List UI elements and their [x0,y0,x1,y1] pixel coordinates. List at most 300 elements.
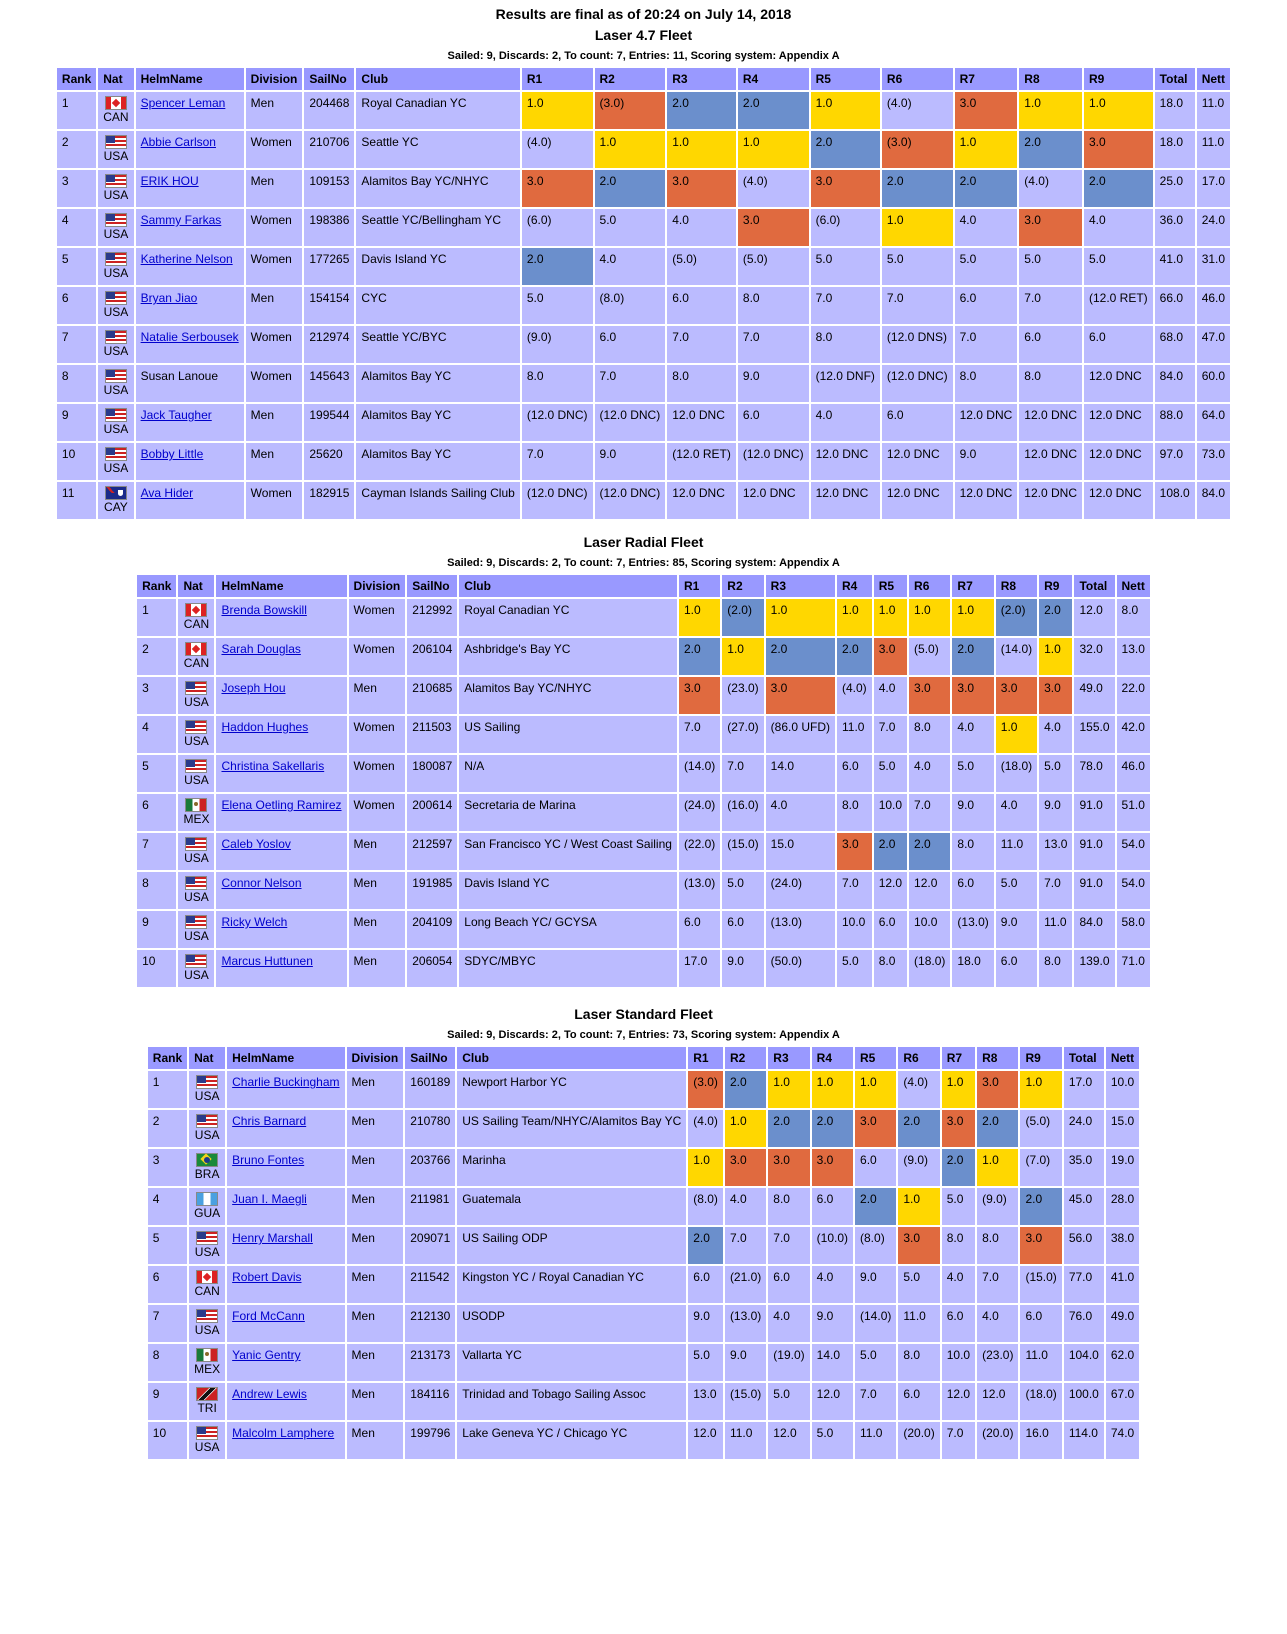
total-cell: 155.0 [1074,716,1114,753]
table-row [148,1305,1139,1342]
nation-cell [98,482,133,519]
flag-usa-icon [185,954,207,968]
race-3-score: 7.0 [768,1227,809,1264]
total-cell: 25.0 [1155,170,1195,207]
total-cell: 68.0 [1155,326,1195,363]
club-cell: Alamitos Bay YC [356,443,519,480]
helm-name-link[interactable]: Ricky Welch [221,915,288,929]
helm-name-cell[interactable] [216,677,346,714]
race-7-score: 4.0 [955,209,1018,246]
sail-number-cell: 204109 [407,911,457,948]
race-6-score: 4.0 [909,755,950,792]
flag-mex-icon [185,798,207,812]
race-6-score: (3.0) [882,131,953,168]
race-1-score: 6.0 [679,911,720,948]
helm-name-link[interactable]: Natalie Serbousek [140,330,239,344]
sail-number-cell: 160189 [405,1071,455,1108]
column-header-nett: Nett [1117,575,1150,597]
race-8-score: 12.0 [977,1383,1018,1420]
table-row [57,92,1230,129]
nation-code: USA [194,1128,220,1142]
race-1-score: (4.0) [522,131,593,168]
race-2-score: (23.0) [722,677,763,714]
nett-cell: 71.0 [1117,950,1150,987]
race-6-score: 6.0 [882,404,953,441]
race-4-score: 5.0 [812,1422,853,1459]
helm-name-link[interactable]: Abbie Carlson [140,135,216,149]
race-2-score: (27.0) [722,716,763,753]
sail-number-cell: 200614 [407,794,457,831]
nation-code: USA [103,188,129,202]
nation-code: USA [184,968,209,982]
race-3-score: 12.0 DNC [667,404,736,441]
table-row [57,248,1230,285]
division-cell: Women [349,638,406,675]
race-2-score: 1.0 [725,1110,766,1147]
race-8-score: 9.0 [996,911,1037,948]
helm-name-link[interactable]: Ava Hider [140,486,194,500]
club-cell: USODP [457,1305,686,1342]
race-7-score: 5.0 [942,1188,975,1225]
race-2-score: (21.0) [725,1266,766,1303]
nation-code: USA [184,890,209,904]
nation-code: USA [103,383,129,397]
nation-code: USA [194,1089,220,1103]
helm-name-link[interactable]: ERIK HOU [140,174,199,188]
race-1-score: 3.0 [522,170,593,207]
nation-code: USA [184,773,209,787]
sail-number-cell: 212597 [407,833,457,870]
club-cell: Royal Canadian YC [356,92,519,129]
helm-name-link[interactable]: Ford McCann [232,1309,305,1323]
helm-name-link[interactable]: Yanic Gentry [232,1348,301,1362]
helm-name-link[interactable]: Elena Oetling Ramirez [221,798,342,812]
column-header-sailno: SailNo [304,68,354,90]
helm-name-link[interactable]: Sammy Farkas [140,213,222,227]
helm-name-link[interactable]: Joseph Hou [221,681,286,695]
helm-name-link[interactable]: Connor Nelson [221,876,302,890]
helm-name-cell[interactable] [136,443,244,480]
race-8-score: 4.0 [977,1305,1018,1342]
race-5-score: 3.0 [855,1110,896,1147]
division-cell: Men [347,1149,404,1186]
helm-name-link[interactable]: Sarah Douglas [221,642,301,656]
division-cell: Men [347,1110,404,1147]
race-1-score: 1.0 [688,1149,723,1186]
race-8-score: 1.0 [977,1149,1018,1186]
column-header-helmname: HelmName [227,1047,344,1069]
helm-name-cell[interactable] [227,1266,344,1303]
race-9-score: 1.0 [1084,92,1153,129]
column-header-r2: R2 [595,68,666,90]
laser-standard-fleet-results-table [146,1045,1141,1461]
race-9-score: 2.0 [1039,599,1072,636]
nation-cell [178,794,214,831]
helm-name-cell[interactable] [136,131,244,168]
rank-cell: 9 [148,1383,187,1420]
laser-4-7-fleet-info: Sailed: 9, Discards: 2, To count: 7, Entries: 11, Scoring system: Appendix A [447,50,840,62]
division-cell: Men [347,1344,404,1381]
helm-name-cell[interactable] [227,1149,344,1186]
nett-cell: 10.0 [1106,1071,1139,1108]
table-row [137,755,1150,792]
nett-cell: 11.0 [1197,131,1230,168]
helm-name-cell[interactable] [136,287,244,324]
race-5-score: 5.0 [874,755,907,792]
club-cell: Davis Island YC [356,248,519,285]
race-4-score: 8.0 [738,287,809,324]
race-2-score: (3.0) [595,92,666,129]
race-1-score: (4.0) [688,1110,723,1147]
fleets-container [0,24,1287,1461]
race-1-score: 1.0 [522,92,593,129]
column-header-r9: R9 [1039,575,1072,597]
column-header-r2: R2 [722,575,763,597]
total-cell: 18.0 [1155,92,1195,129]
helm-name-link[interactable]: Haddon Hughes [221,720,309,734]
helm-name-link[interactable]: Bobby Little [140,447,204,461]
race-7-score: (13.0) [952,911,993,948]
rank-cell: 4 [57,209,96,246]
division-cell: Men [246,443,303,480]
column-header-r3: R3 [768,1047,809,1069]
table-row [137,872,1150,909]
helm-name-link[interactable]: Christina Sakellaris [221,759,325,773]
rank-cell: 7 [57,326,96,363]
race-9-score: 8.0 [1039,950,1072,987]
helm-name-link[interactable]: Andrew Lewis [232,1387,307,1401]
nett-cell: 84.0 [1197,482,1230,519]
helm-name-cell[interactable] [227,1383,344,1420]
nett-cell: 17.0 [1197,170,1230,207]
division-cell: Women [349,599,406,636]
column-header-r7: R7 [942,1047,975,1069]
sail-number-cell: 203766 [405,1149,455,1186]
table-row [137,599,1150,636]
race-4-score: 9.0 [738,365,809,402]
race-3-score: (86.0 UFD) [766,716,835,753]
helm-name-cell[interactable] [216,794,346,831]
race-7-score: 3.0 [952,677,993,714]
club-cell: Royal Canadian YC [459,599,677,636]
race-8-score: 12.0 DNC [1019,443,1082,480]
flag-usa-icon [105,291,127,305]
race-5-score: 10.0 [874,794,907,831]
race-7-score: 4.0 [952,716,993,753]
helm-name-link[interactable]: Robert Davis [232,1270,302,1284]
total-cell: 91.0 [1074,872,1114,909]
race-3-score: 1.0 [667,131,736,168]
sail-number-cell: 177265 [304,248,354,285]
division-cell: Women [349,755,406,792]
column-header-total: Total [1064,1047,1104,1069]
total-cell: 17.0 [1064,1071,1104,1108]
table-row [148,1071,1139,1108]
race-4-score: 14.0 [812,1344,853,1381]
division-cell: Men [347,1422,404,1459]
race-5-score: 4.0 [874,677,907,714]
nett-cell: 13.0 [1117,638,1150,675]
flag-usa-icon [185,681,207,695]
race-8-score: 7.0 [977,1266,1018,1303]
rank-cell: 3 [57,170,96,207]
race-7-score: 18.0 [952,950,993,987]
sail-number-cell: 212974 [304,326,354,363]
helm-name-link[interactable]: Jack Taugher [140,408,212,422]
race-9-score: (5.0) [1020,1110,1061,1147]
helm-name-link[interactable]: Charlie Buckingham [232,1075,340,1089]
nation-cell [178,755,214,792]
flag-usa-icon [196,1231,218,1245]
helm-name-cell[interactable] [136,92,244,129]
race-4-score: 10.0 [837,911,872,948]
race-2-score: 9.0 [722,950,763,987]
nation-cell [189,1110,225,1147]
fleet-spacer [0,521,1287,531]
sail-number-cell: 212992 [407,599,457,636]
helm-name-link[interactable]: Spencer Leman [140,96,226,110]
total-cell: 108.0 [1155,482,1195,519]
sail-number-cell: 184116 [405,1383,455,1420]
total-cell: 45.0 [1064,1188,1104,1225]
race-6-score: 5.0 [898,1266,939,1303]
race-4-score: (4.0) [837,677,872,714]
flag-usa-icon [105,252,127,266]
flag-tri-icon [196,1387,218,1401]
column-header-r2: R2 [725,1047,766,1069]
table-row [57,404,1230,441]
helm-name-link[interactable]: Bruno Fontes [232,1153,305,1167]
nett-cell: 67.0 [1106,1383,1139,1420]
helm-name-link[interactable]: Katherine Nelson [140,252,233,266]
race-5-score: 7.0 [811,287,880,324]
helm-name-link[interactable]: Bryan Jiao [140,291,198,305]
race-2-score: 1.0 [595,131,666,168]
division-cell: Women [246,131,303,168]
helm-name-cell[interactable] [227,1344,344,1381]
table-row [57,365,1230,402]
table-row [137,950,1150,987]
race-7-score: 5.0 [952,755,993,792]
nation-cell [98,92,133,129]
table-row [148,1383,1139,1420]
race-7-score: 1.0 [942,1071,975,1108]
nett-cell: 54.0 [1117,872,1150,909]
sail-number-cell: 210780 [405,1110,455,1147]
race-1-score: 5.0 [688,1344,723,1381]
sail-number-cell: 206104 [407,638,457,675]
nation-cell [178,950,214,987]
helm-name-link[interactable]: Juan I. Maegli [232,1192,307,1206]
nation-code: BRA [194,1167,220,1181]
division-cell: Men [347,1188,404,1225]
race-7-score: 7.0 [942,1422,975,1459]
race-8-score: (14.0) [996,638,1037,675]
race-2-score: (16.0) [722,794,763,831]
race-5-score: 5.0 [811,248,880,285]
race-3-score: 6.0 [667,287,736,324]
nation-cell [98,131,133,168]
helm-name-cell[interactable] [136,248,244,285]
nation-code: USA [184,734,209,748]
helm-name-cell[interactable] [216,638,346,675]
division-cell: Women [349,716,406,753]
helm-name-cell[interactable] [216,716,346,753]
race-3-score: (19.0) [768,1344,809,1381]
club-cell: Alamitos Bay YC [356,404,519,441]
race-5-score: 12.0 DNC [811,482,880,519]
sail-number-cell: 211981 [405,1188,455,1225]
rank-cell: 9 [57,404,96,441]
race-6-score: 8.0 [898,1344,939,1381]
helm-name-cell[interactable] [136,404,244,441]
helm-name-cell[interactable] [216,950,346,987]
club-cell: San Francisco YC / West Coast Sailing [459,833,677,870]
club-cell: Cayman Islands Sailing Club [356,482,519,519]
nation-cell [189,1305,225,1342]
nation-cell [178,677,214,714]
helm-name-link[interactable]: Caleb Yoslov [221,837,291,851]
race-6-score: 2.0 [909,833,950,870]
helm-name-cell[interactable] [136,209,244,246]
helm-name-cell[interactable] [136,482,244,519]
helm-name-link[interactable]: Malcolm Lamphere [232,1426,335,1440]
column-header-sailno: SailNo [407,575,457,597]
race-5-score: 8.0 [874,950,907,987]
race-2-score: (15.0) [725,1383,766,1420]
race-4-score: 1.0 [837,599,872,636]
rank-cell: 5 [57,248,96,285]
race-9-score: 1.0 [1020,1071,1061,1108]
race-9-score: 4.0 [1084,209,1153,246]
helm-name-cell[interactable] [216,755,346,792]
race-2-score: (12.0 DNC) [595,482,666,519]
race-2-score: 7.0 [595,365,666,402]
race-9-score: 6.0 [1020,1305,1061,1342]
race-8-score: 6.0 [996,950,1037,987]
helm-name-cell[interactable] [227,1305,344,1342]
nation-code: GUA [194,1206,221,1220]
club-cell: Alamitos Bay YC [356,365,519,402]
nation-code: MEX [183,812,210,826]
helm-name-cell[interactable] [227,1188,344,1225]
helm-name-link[interactable]: Chris Barnard [232,1114,307,1128]
race-8-score: 11.0 [996,833,1037,870]
race-3-score: 6.0 [768,1266,809,1303]
race-6-score: 7.0 [909,794,950,831]
rank-cell: 1 [57,92,96,129]
helm-name-cell[interactable] [216,911,346,948]
race-3-score: 2.0 [667,92,736,129]
race-6-score: 2.0 [882,170,953,207]
total-cell: 12.0 [1074,599,1114,636]
race-6-score: 10.0 [909,911,950,948]
nation-code: MEX [194,1362,221,1376]
column-header-r5: R5 [811,68,880,90]
race-1-score: 2.0 [522,248,593,285]
nation-cell [98,443,133,480]
race-1-score: (8.0) [688,1188,723,1225]
rank-cell: 6 [148,1266,187,1303]
division-cell: Men [349,950,406,987]
nation-cell [98,404,133,441]
race-6-score: (12.0 DNS) [882,326,953,363]
nation-cell [98,170,133,207]
column-header-nat: Nat [189,1047,225,1069]
race-2-score: (12.0 DNC) [595,404,666,441]
helm-name-link[interactable]: Marcus Huttunen [221,954,313,968]
race-2-score: (15.0) [722,833,763,870]
race-3-score: 2.0 [768,1110,809,1147]
total-cell: 97.0 [1155,443,1195,480]
helm-name-link[interactable]: Brenda Bowskill [221,603,307,617]
column-header-club: Club [356,68,519,90]
race-4-score: 5.0 [837,950,872,987]
race-6-score: 7.0 [882,287,953,324]
race-5-score: 11.0 [855,1422,896,1459]
column-header-nat: Nat [178,575,214,597]
helm-name-cell[interactable] [227,1422,344,1459]
race-4-score: 3.0 [812,1149,853,1186]
race-1-score: 2.0 [679,638,720,675]
helm-name-cell[interactable] [216,872,346,909]
race-9-score: 9.0 [1039,794,1072,831]
flag-mex-icon [196,1348,218,1362]
race-2-score: 2.0 [725,1071,766,1108]
race-7-score: 2.0 [942,1149,975,1186]
column-header-r3: R3 [766,575,835,597]
total-cell: 104.0 [1064,1344,1104,1381]
race-7-score: 8.0 [942,1227,975,1264]
nation-code: USA [103,344,129,358]
race-8-score: 8.0 [1019,365,1082,402]
race-1-score: 2.0 [688,1227,723,1264]
club-cell: US Sailing Team/NHYC/Alamitos Bay YC [457,1110,686,1147]
race-1-score: (22.0) [679,833,720,870]
race-7-score: 6.0 [942,1305,975,1342]
rank-cell: 3 [148,1149,187,1186]
club-cell: Kingston YC / Royal Canadian YC [457,1266,686,1303]
helm-name-cell[interactable] [136,326,244,363]
race-6-score: 5.0 [882,248,953,285]
total-cell: 114.0 [1064,1422,1104,1459]
race-8-score: (4.0) [1019,170,1082,207]
club-cell: Davis Island YC [459,872,677,909]
helm-name-cell[interactable] [227,1110,344,1147]
nett-cell: 31.0 [1197,248,1230,285]
rank-cell: 2 [57,131,96,168]
club-cell: Long Beach YC/ GCYSA [459,911,677,948]
rank-cell: 10 [57,443,96,480]
laser-radial-fleet-info: Sailed: 9, Discards: 2, To count: 7, Entries: 85, Scoring system: Appendix A [447,557,840,569]
sail-number-cell: 182915 [304,482,354,519]
race-2-score: 7.0 [722,755,763,792]
helm-name-cell[interactable] [216,833,346,870]
race-7-score: 4.0 [942,1266,975,1303]
helm-name-link[interactable]: Henry Marshall [232,1231,313,1245]
helm-name-cell[interactable] [136,170,244,207]
helm-name-cell[interactable] [227,1071,344,1108]
rank-cell: 9 [137,911,176,948]
race-6-score: (4.0) [882,92,953,129]
helm-name-cell[interactable] [227,1227,344,1264]
rank-cell: 2 [137,638,176,675]
helm-name-cell[interactable] [216,599,346,636]
nett-cell: 64.0 [1197,404,1230,441]
race-7-score: 9.0 [952,794,993,831]
race-4-score: 8.0 [837,794,872,831]
rank-cell: 7 [148,1305,187,1342]
